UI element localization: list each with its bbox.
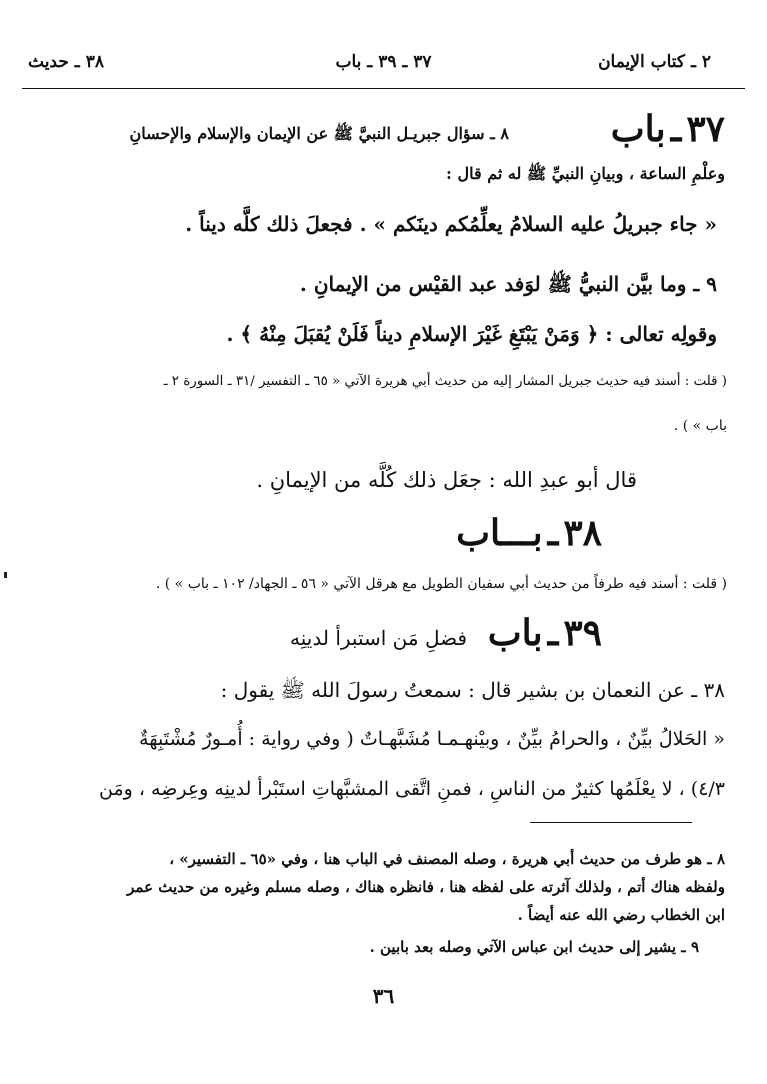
bab-37-title-line1: ٨ ـ سؤال جبريـل النبيَّ ﷺ عن الإيمان والإسلام والإحسانِ [129, 124, 509, 143]
bab-38-dash: ـ [547, 512, 559, 554]
hadith-38-line3: ٤/٣) ، لا يعْلَمُها كثيرٌ من الناسِ ، فمنِ اتَّقى المشبَّهاتِ استَبْرأ لدينِه وعِرضِه ، ومَن [99, 778, 725, 800]
abu-abdullah-statement: قال أبو عبدِ الله : جعَل ذلك كُلَّه من الإيمانِ . [256, 468, 637, 492]
page-number: ٣٦ [372, 984, 395, 1008]
bab-38-note: ( قلت : أسند فيه طرفاً من حديث أبي سفيان الطويل مع هرقل الآتي « ٥٦ ـ الجهاد/ ١٠٢ ـ باب » ) . [155, 576, 727, 592]
bab-38-heading [456, 512, 602, 554]
footnote-8-line2: ولفظه هناك أتم ، ولذلك آثرته على لفظه هنا ، فانظره هناك ، وصله مسلم وغيره من حديث عمر [127, 878, 725, 896]
header-rule [22, 88, 745, 89]
bab-39-title: فضلِ مَن استبرأ لدينِه [290, 626, 467, 650]
footnote-9: ٩ ـ يشير إلى حديث ابن عباس الآتي وصله بعد بابين . [369, 938, 699, 956]
bab-39-heading [488, 612, 602, 654]
bab-38-word: بـــاب [456, 512, 543, 554]
bab-37-title-line2: وعلْمِ الساعة ، وبيانِ النبيِّ ﷺ له ثم قال : [446, 164, 725, 183]
footnote-8-line3: ابن الخطاب رضي الله عنه أيضاً . [517, 906, 725, 924]
bab-37-number: ٣٧ [686, 108, 725, 150]
bab-37-dash: ـ [670, 108, 682, 150]
bab-37-verse: وقولِه تعالى : ﴿ وَمَنْ يَبْتَغِ غَيْرَ الإسلامِ ديناً فَلَنْ يُقبَلَ مِنْهُ ﴾ . [226, 322, 717, 346]
header-hadith-number: ٣٨ ـ حديث [28, 52, 104, 72]
header-book-title: ٢ ـ كتاب الإيمان [598, 52, 711, 72]
bab-38-number: ٣٨ [563, 512, 602, 554]
bab-37-note-line2: باب » ) . [673, 418, 727, 434]
hadith-38-line2: « الحَلالُ بيِّنٌ ، والحرامُ بيِّنٌ ، وبيْنهـمـا مُشَبَّهـاتٌ ( وفي رواية : أُمـورٌ مُشْتَبِهَةٌ [139, 728, 725, 750]
footnote-8-line1: ٨ ـ هو طرف من حديث أبي هريرة ، وصله المصنف في الباب هنا ، وفي «٦٥ ـ التفسير» ، [169, 850, 725, 868]
hadith-38-intro: ٣٨ ـ عن النعمان بن بشير قال : سمعتُ رسولَ الله ﷺ يقول : [220, 678, 725, 702]
bab-37-heading [611, 108, 725, 150]
bab-39-dash: ـ [547, 612, 559, 654]
scan-edge-mark [4, 572, 7, 578]
header-chapter-range: ٣٧ ـ ٣٩ ـ باب [335, 52, 432, 72]
bab-39-number: ٣٩ [563, 612, 602, 654]
footnote-separator [530, 822, 692, 823]
bab-39-word: باب [487, 612, 543, 654]
bab-37-word: باب [610, 108, 666, 150]
bab-37-item-9: ٩ ـ وما بيَّن النبيُّ ﷺ لوَفد عبد القيْس من الإيمانِ . [299, 272, 717, 296]
bab-37-quote: « جاء جبريلُ عليه السلامُ يعلِّمُكم دينَكم » . فجعلَ ذلك كلَّه ديناً . [185, 212, 717, 236]
bab-37-note-line1: ( قلت : أسند فيه حديث جبريل المشار إليه من حديث أبي هريرة الآتي « ٦٥ ـ التفسير /٣١ ـ السورة ٢ ـ [163, 374, 727, 389]
